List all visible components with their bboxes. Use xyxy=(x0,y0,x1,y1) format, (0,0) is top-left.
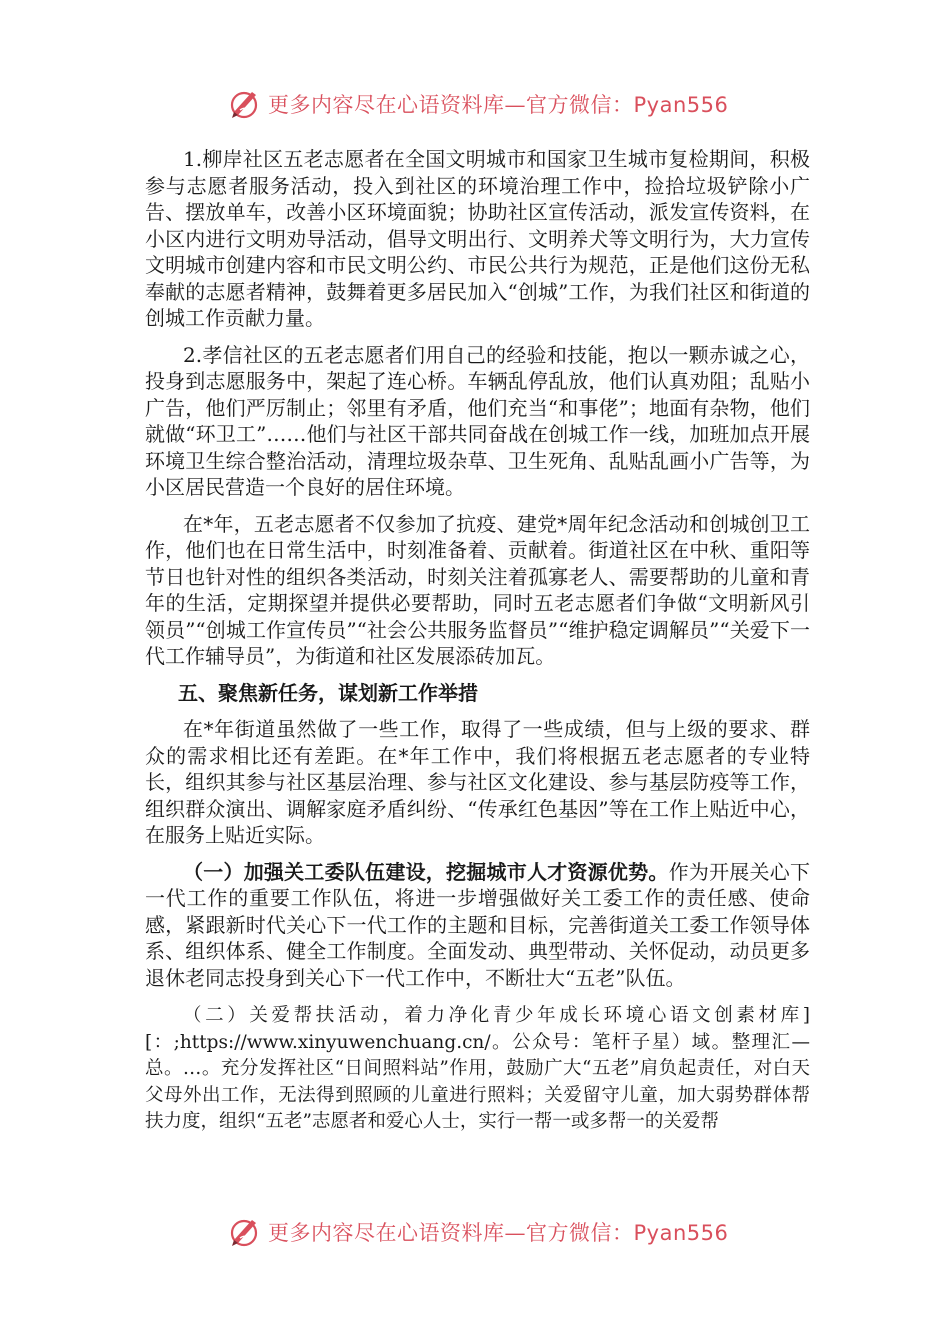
paragraph-new-plans: 在*年街道虽然做了一些工作，取得了一些成绩，但与上级的要求、群众的需求相比还有差距。在*年工作中，我们将根据五老志愿者的专业特长，组织其参与社区基层治理、参与社区文化建设、参与基层防疫等工作，组织群众演出、调解家庭矛盾纠纷、“传承红色基因”等在工作上贴近中心，在服务上贴近实际。 xyxy=(145,717,810,847)
footer-watermark-banner xyxy=(226,1212,728,1252)
paragraph-team-building-body: 作为开展关心下一代工作的重要工作队伍，将进一步增强做好关工委工作的责任感、使命感，紧跟新时代关心下一代工作的主题和目标，完善街道关工委工作领导体系、组织体系、健全工作制度。全面发动、典型带动、关怀促动，动员更多退休老同志投身到关心下一代工作中，不断壮大“五老”队伍。 xyxy=(145,859,811,990)
section-heading-five: 五、聚焦新任务，谋划新工作举措 xyxy=(178,680,478,705)
header-watermark-banner xyxy=(226,84,728,124)
paragraph-care-activities: （二）关爱帮扶活动，着力净化青少年成长环境心语文创素材库][：;https://www.xinyuwenchuang.cn/。公众号：笔杆子星）域。整理汇—总。…。充分发挥社区“日间照料站”作用，鼓励广大“五老”肩负起责任，对白天父母外出工作，无法得到照顾的儿童进行照料；关爱留守儿童，加大弱势群体帮扶力度，组织“五老”志愿者和爱心人士，实行一帮一或多帮一的关爱帮 xyxy=(145,1005,810,1132)
paragraph-liuan-community: 1.柳岸社区五老志愿者在全国文明城市和国家卫生城市复检期间，积极参与志愿者服务活动，投入到社区的环境治理工作中，捡拾垃圾铲除小广告、摆放单车，改善小区环境面貌；协助社区宣传活动，派发宣传资料，在小区内进行文明劝导活动，倡导文明出行、文明养犬等文明行为，大力宣传文明城市创建内容和市民文明公约、市民公共行为规范，正是他们这份无私奉献的志愿者精神，鼓舞着更多居民加入“创城”工作，为我们社区和街道的创城工作贡献力量。 xyxy=(145,147,810,330)
watermark-text: 更多内容尽在心语资料库—官方微信：Pyan556 xyxy=(268,93,729,117)
watermark-text: 更多内容尽在心语资料库—官方微信：Pyan556 xyxy=(268,1221,729,1245)
document-body xyxy=(145,146,810,1136)
subheading-one: （一）加强关工委队伍建设，挖掘城市人才资源优势。 xyxy=(183,859,669,884)
pen-logo-icon xyxy=(226,1214,262,1250)
paragraph-yearly-summary: 在*年，五老志愿者不仅参加了抗疫、建党*周年纪念活动和创城创卫工作，他们也在日常生活中，时刻准备着、贡献着。街道社区在中秋、重阳等节日也针对性的组织各类活动，时刻关注着孤寡老人、需要帮助的儿童和青年的生活，定期探望并提供必要帮助，同时五老志愿者们争做“文明新风引领员”“创城工作宣传员”“社会公共服务监督员”“维护稳定调解员”“关爱下一代工作辅导员”，为街道和社区发展添砖加瓦。 xyxy=(145,511,810,668)
paragraph-xiaoxin-community: 2.孝信社区的五老志愿者们用自己的经验和技能，抱以一颗赤诚之心，投身到志愿服务中，架起了连心桥。车辆乱停乱放，他们认真劝阻；乱贴小广告，他们严厉制止；邻里有矛盾，他们充当“和事佬”；地面有杂物，他们就做“环卫工”……他们与社区干部共同奋战在创城工作一线，加班加点开展环境卫生综合整治活动，清理垃圾杂草、卫生死角、乱贴乱画小广告等，为小区居民营造一个良好的居住环境。 xyxy=(145,342,810,499)
pen-logo-icon xyxy=(226,86,262,122)
paragraph-team-building xyxy=(145,859,810,992)
